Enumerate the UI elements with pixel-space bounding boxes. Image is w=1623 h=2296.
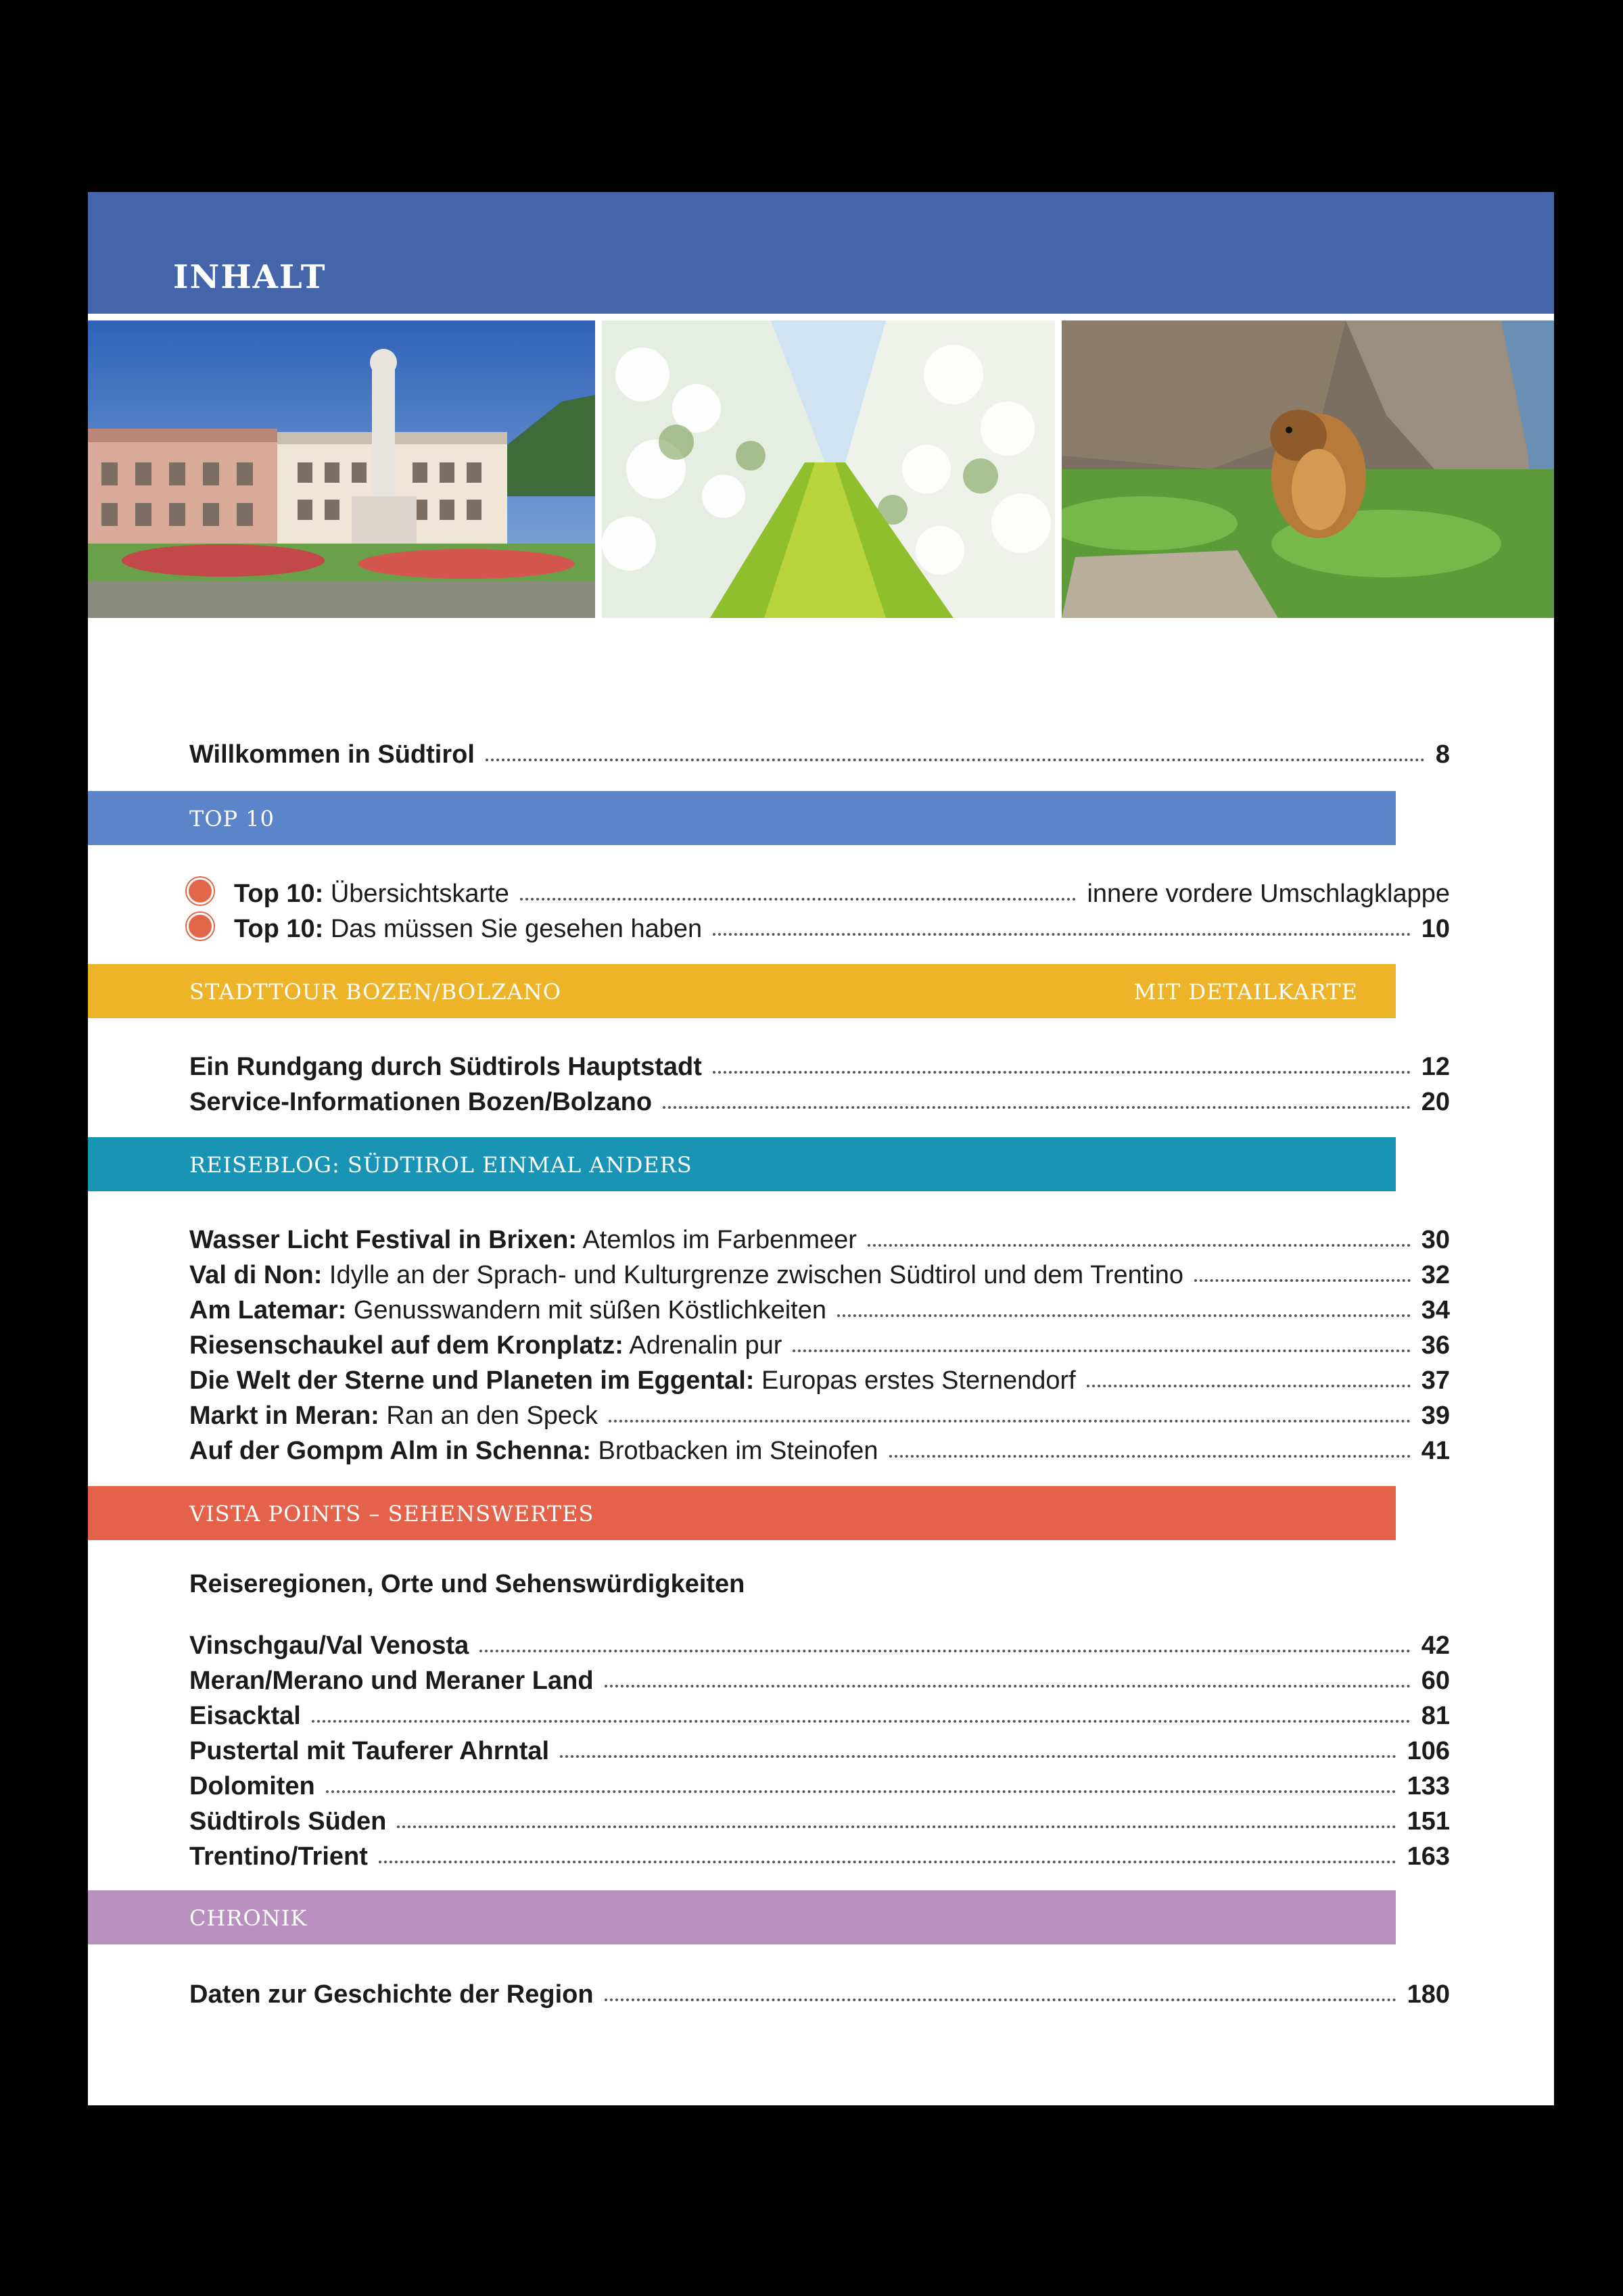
entry-title: Willkommen in Südtirol (189, 740, 475, 769)
page-number: 10 (1421, 915, 1450, 943)
page-number: 60 (1421, 1667, 1450, 1695)
entry-title: Ein Rundgang durch Südtirols Hauptstadt (189, 1053, 702, 1081)
section-label: STADTTOUR BOZEN/BOLZANO (189, 979, 561, 1005)
toc-entry[interactable] (187, 906, 1450, 944)
bullet-icon (187, 878, 214, 905)
section-bar-chronik (88, 1890, 1396, 1944)
page-number: 151 (1407, 1807, 1450, 1836)
page-number: 81 (1421, 1702, 1450, 1730)
marmot-photo (1062, 320, 1554, 618)
page-number: 30 (1421, 1226, 1450, 1254)
toc-entry[interactable] (189, 1971, 1450, 2009)
page-number: 41 (1421, 1437, 1450, 1465)
dot-leader (326, 1790, 1396, 1793)
toc-entry[interactable] (189, 1658, 1450, 1696)
section-label: REISEBLOG: SÜDTIROL EINMAL ANDERS (189, 1152, 692, 1178)
toc-entry[interactable] (189, 1763, 1450, 1801)
page-number: 133 (1407, 1772, 1450, 1800)
toc-entry[interactable] (189, 1623, 1450, 1660)
toc-entry[interactable] (189, 1079, 1450, 1117)
toc-entry[interactable] (189, 732, 1450, 769)
dot-leader (1087, 1385, 1411, 1387)
entry-title: Daten zur Geschichte der Region (189, 1980, 594, 2009)
section-label: VISTA POINTS – SEHENSWERTES (189, 1501, 594, 1527)
toc-entry[interactable] (189, 1798, 1450, 1836)
section-bar-stadttour (88, 964, 1396, 1018)
dot-leader (520, 898, 1077, 901)
entry-title: Die Welt der Sterne und Planeten im Eggental: Europas erstes Sternendorf (189, 1366, 1076, 1395)
apple-orchard-photo (602, 320, 1055, 618)
dot-leader (486, 759, 1425, 761)
entry-title: Vinschgau/Val Venosta (189, 1631, 469, 1660)
dot-leader (560, 1755, 1396, 1758)
page-number: 39 (1421, 1402, 1450, 1430)
section-bar-top10 (88, 791, 1396, 845)
toc-entry[interactable] (189, 1252, 1450, 1290)
entry-title: Dolomiten (189, 1772, 315, 1800)
toc-entry[interactable] (189, 1044, 1450, 1082)
entry-title: Trentino/Trient (189, 1842, 368, 1871)
page-number: 36 (1421, 1331, 1450, 1360)
dot-leader (793, 1349, 1410, 1352)
page-number: 12 (1421, 1053, 1450, 1081)
section-subheading: Reiseregionen, Orte und Sehenswürdigkeiten (189, 1570, 745, 1598)
dot-leader (1194, 1279, 1411, 1282)
toc-entry[interactable] (189, 1428, 1450, 1466)
entry-title: Südtirols Süden (189, 1807, 387, 1836)
bullet-icon (187, 913, 214, 940)
dot-leader (713, 1071, 1411, 1074)
section-bar-reiseblog (88, 1137, 1396, 1191)
section-bar-vista (88, 1486, 1396, 1540)
dot-leader (479, 1650, 1410, 1652)
entry-title: Pustertal mit Tauferer Ahrntal (189, 1737, 550, 1765)
page-number: 42 (1421, 1631, 1450, 1660)
page-number: 163 (1407, 1842, 1450, 1871)
dot-leader (889, 1455, 1411, 1458)
dot-leader (605, 1999, 1396, 2001)
entry-title: Auf der Gompm Alm in Schenna: Brotbacken im Steinofen (189, 1437, 878, 1465)
page-number: 32 (1421, 1261, 1450, 1289)
toc-entry[interactable] (189, 1287, 1450, 1325)
dot-leader (713, 933, 1411, 936)
page-number: 106 (1407, 1737, 1450, 1765)
entry-title: Meran/Merano und Meraner Land (189, 1667, 594, 1695)
contents-page (88, 192, 1554, 2105)
page-number: innere vordere Umschlagklappe (1087, 880, 1450, 908)
toc-entry[interactable] (189, 1834, 1450, 1871)
entry-title: Am Latemar: Genusswandern mit süßen Köstlichkeiten (189, 1296, 826, 1324)
entry-title: Service-Informationen Bozen/Bolzano (189, 1088, 653, 1116)
section-label-right: MIT DETAILKARTE (1133, 979, 1358, 1005)
page-number: 180 (1407, 1980, 1450, 2009)
dot-leader (837, 1314, 1411, 1317)
toc-entry[interactable] (189, 1693, 1450, 1731)
dot-leader (397, 1825, 1396, 1828)
entry-title: Markt in Meran: Ran an den Speck (189, 1402, 598, 1430)
toc-entry[interactable] (189, 1322, 1450, 1360)
entry-title: Wasser Licht Festival in Brixen: Atemlos im Farbenmeer (189, 1226, 857, 1254)
dot-leader (379, 1861, 1396, 1863)
section-label: TOP 10 (189, 806, 275, 832)
entry-title: Val di Non: Idylle an der Sprach- und Kulturgrenze zwischen Südtirol und dem Trentino (189, 1261, 1184, 1289)
toc-entry[interactable] (189, 1358, 1450, 1395)
dot-leader (663, 1106, 1411, 1109)
dot-leader (605, 1685, 1411, 1688)
page-number: 20 (1421, 1088, 1450, 1116)
toc-entry[interactable] (189, 1217, 1450, 1255)
page-number: 34 (1421, 1296, 1450, 1324)
section-label: CHRONIK (189, 1905, 308, 1931)
page-header (88, 192, 1554, 314)
toc-entry[interactable] (187, 871, 1450, 909)
toc-entry[interactable] (189, 1393, 1450, 1431)
page-title: INHALT (173, 258, 327, 296)
dot-leader (312, 1720, 1411, 1723)
entry-title: Eisacktal (189, 1702, 301, 1730)
entry-title: Top 10: Übersichtskarte (234, 880, 509, 908)
page-number: 37 (1421, 1366, 1450, 1395)
photo-strip (88, 314, 1554, 618)
entry-title: Top 10: Das müssen Sie gesehen haben (234, 915, 703, 943)
toc-entry[interactable] (189, 1728, 1450, 1766)
page-number: 8 (1435, 740, 1450, 769)
dot-leader (868, 1244, 1411, 1247)
entry-title: Riesenschaukel auf dem Kronplatz: Adrenalin pur (189, 1331, 782, 1360)
bolzano-square-photo (88, 320, 595, 618)
dot-leader (609, 1420, 1411, 1422)
